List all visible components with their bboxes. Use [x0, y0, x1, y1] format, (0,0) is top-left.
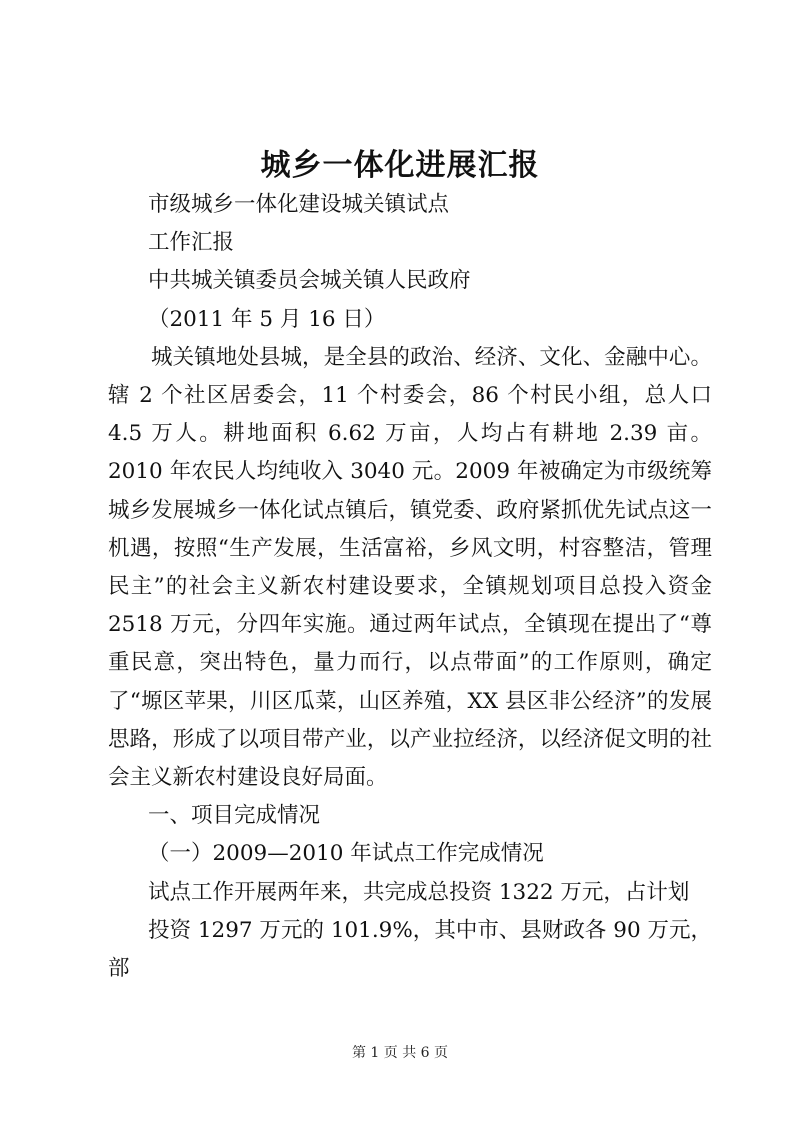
subsection-heading: （一）2009—2010 年试点工作完成情况	[148, 841, 544, 867]
document-title: 城乡一体化进展汇报	[260, 148, 540, 183]
document-body	[108, 186, 712, 988]
page-footer: 第 1 页 共 6 页	[351, 1045, 449, 1061]
intro-paragraph: 城关镇地处县城，是全县的政治、经济、文化、金融中心。辖 2 个社区居委会，11 个村委会，86 个村民小组，总人口 4.5 万人。耕地面积 6.62 万亩，人均占有耕地 2.39 亩。2010 年农民人均纯收入 3040 元。2009 年被确定为市级统筹城乡发展城乡一体化试点镇后，镇党委、政府紧抓优先试点这一机遇，按照“生产发展，生活富裕，乡风文明，村容整洁，管理民主”的社会主义新农村建设要求，全镇规划项目总投入资金 2518 万元，分四年实施。通过两年试点，全镇现在提出了“尊重民意，突出特色，量力而行，以点带面”的工作原则，确定了“塬区苹果，川区瓜菜，山区养殖，XX 县区非公经济”的发展思路，形成了以项目带产业，以产业拉经济，以经济促文明的社会主义新农村建设良好局面。	[108, 344, 712, 791]
subtitle-line-2: 工作汇报	[148, 230, 235, 256]
paragraph-2-line-2: 投资 1297 万元的 101.9%，其中市、县财政各 90 万元，部	[108, 917, 712, 982]
issuer-line: 中共城关镇委员会城关镇人民政府	[148, 268, 471, 294]
paragraph-2-line-1: 试点工作开展两年来，共完成总投资 1322 万元，占计划	[148, 879, 690, 905]
section-heading: 一、项目完成情况	[148, 803, 321, 829]
date-line: （2011 年 5 月 16 日）	[148, 306, 386, 332]
subtitle-line-1: 市级城乡一体化建设城关镇试点	[148, 192, 450, 217]
